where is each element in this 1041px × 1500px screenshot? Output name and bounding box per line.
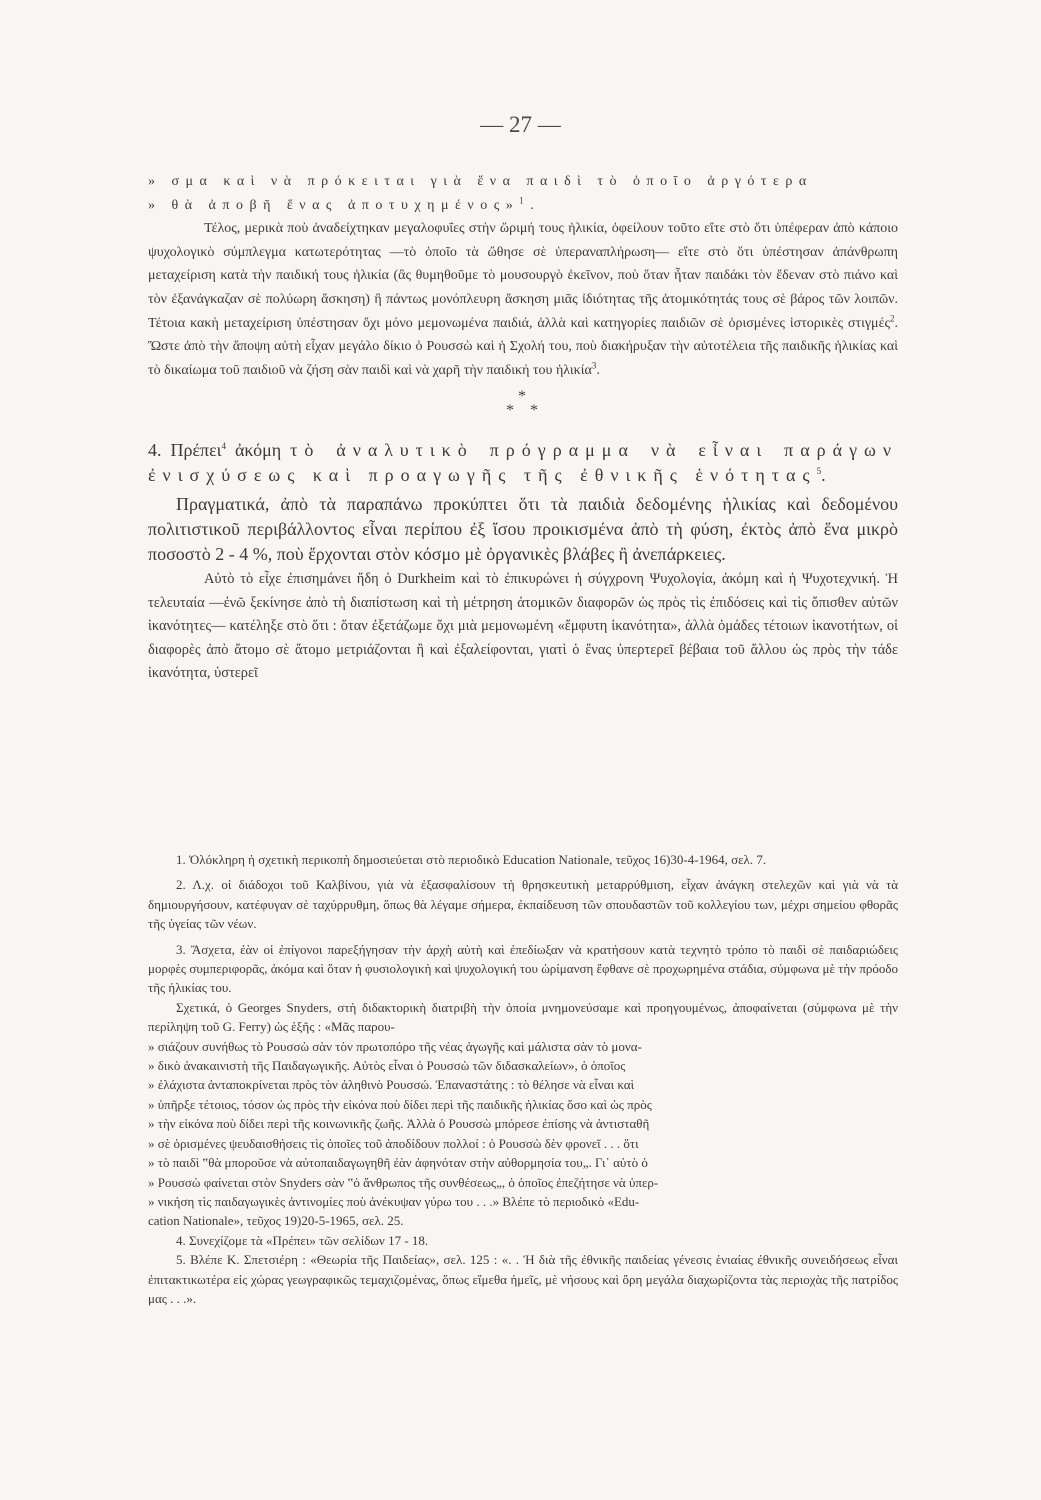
footnote-ref-3: 3: [591, 360, 597, 371]
footnotes: [148, 850, 898, 1308]
footnote-3-quote-line-9: » νικήση τὶς παιδαγωγικὲς ἀντινομίες ποὺ ἀνέκυψαν γύρω του . . .» Βλέπε τὸ περιοδικὸ «Edu-: [148, 1193, 640, 1209]
footnote-3-quote-line-8: » Ρουσσὼ φαίνεται στὸν Snyders σὰν ‟ὁ ἄνθρωπος τῆς συνθέσεως„, ὁ ὁποῖος ἐπεζήτησε νὰ ὑπερ-: [148, 1174, 659, 1190]
quote-line-2-text: » θὰ ἀποβῆ ἕνας ἀποτυχημένος»: [148, 197, 520, 213]
footnote-ref-4: 4: [221, 441, 226, 452]
quote-line-2-end: .: [530, 197, 541, 213]
page-number: — 27 —: [480, 112, 561, 137]
asterism-star-top: *: [518, 388, 526, 406]
paragraph-3-block: [148, 568, 898, 685]
asterism-star-left: *: [506, 402, 514, 420]
footnote-3-continued: Σχετικά, ὁ Georges Snyders, στὴ διδακτορικὴ διατριβὴ τὴν ὁποία μνημονεύσαμε καὶ προηγουμένως, ἀποφαίνεται (σύμφωνα μὲ τὴν περίληψη τοῦ G. Ferry) ὡς ἑξῆς : «Μᾶς παρου-: [148, 999, 898, 1035]
footnote-3-quote-line-4: » ὑπῆρξε τέτοιος, τόσον ὡς πρὸς τὴν εἰκόνα ποὺ δίδει περὶ τῆς παιδικῆς ἡλικίας ὅσο καὶ ὡς πρὸς: [148, 1096, 652, 1112]
upper-text-block: [148, 170, 898, 382]
footnote-2: 2. Λ.χ. οἱ διάδοχοι τοῦ Καλβίνου, γιὰ νὰ ἐξασφαλίσουν τὴ θρησκευτικὴ μεταρρύθμιση, εἶχαν ἀνάγκη στελεχῶν καὶ γιὰ νὰ τὰ δημιουργήσουν, κατέφυγαν σὲ ταχύρρυθμη, ὅπως θὰ λέγαμε σήμερα, ἐκπαίδευση τῶν σπουδαστῶν τοῦ κολλεγίου των, μέχρι σημείου φθορᾶς τῆς ὑγείας τῶν νέων.: [148, 877, 898, 932]
section-4-number: 4. Πρέπει: [148, 440, 222, 461]
section-4-spaced-title: τὸ ἀναλυτικὸ πρόγραμμα νὰ εἶναι παράγων ἐνισχύσεως καὶ προαγωγῆς τῆς ἐθνικῆς ἑνότητας: [148, 440, 899, 486]
footnote-5: 5. Βλέπε Κ. Σπετσιέρη : «Θεωρία τῆς Παιδείας», σελ. 125 : «. . Ἡ διὰ τῆς ἐθνικῆς παιδείας γένεσις ἑνιαίας ἐθνικῆς συνειδήσεως εἶναι ἐπιτακτικωτέρα εἰς χώρας γεωγραφικῶς τεμαχιζομένας, ὅπως εἴμεθα ἡμεῖς, μὲ νήσους καὶ ὄρη μεγάλα διαχωρίζοντα τὰς περιοχὰς τῆς πατρίδος μας . . .».: [148, 1252, 898, 1306]
paragraph-1-part-b: . Ὥστε ἀπὸ τὴν ἄποψη αὐτὴ εἶχαν μεγάλο δίκιο ὁ Ρουσσὼ καὶ ἡ Σχολή του, ποὺ διακήρυξαν τὴν αὐτοτέλεια τῆς παιδικῆς ἡλικίας καὶ τὸ δικαίωμα τοῦ παιδιοῦ νὰ ζήση σὰν παιδὶ καὶ νὰ χαρῆ τὴν παιδική του ἡλικία: [148, 315, 898, 378]
lower-text-block: [148, 438, 898, 566]
footnote-ref-1: 1: [519, 194, 531, 205]
footnote-4: 4. Συνεχίζομε τὰ «Πρέπει» τῶν σελίδων 17 - 18.: [176, 1232, 429, 1248]
section-4-end: .: [821, 465, 826, 486]
footnote-3-quote-line-3: » ἐλάχιστα ἀνταποκρίνεται πρὸς τὸν ἀληθινὸ Ρουσσώ. Ἐπαναστάτης : τὸ θέλησε νὰ εἶναι καὶ: [148, 1077, 635, 1093]
footnote-3-quote-line-2: » δικὸ ἀνακαινιστὴ τῆς Παιδαγωγικῆς. Αὐτὸς εἶναι ὁ Ρουσσὼ τῶν διδασκαλείων», ὁ ὁποῖος: [148, 1058, 626, 1074]
footnote-3-quote-line-6: » σὲ ὁρισμένες ψευδαισθήσεις τὶς ὁποῖες τοῦ ἀποδίδουν πολλοί : ὁ Ρουσσὼ δὲν φρονεῖ . . . ὅτι: [148, 1135, 639, 1151]
footnote-ref-5: 5: [816, 466, 822, 477]
section-4-heading: [148, 438, 898, 488]
paragraph-2: Πραγματικά, ἀπὸ τὰ παραπάνω προκύπτει ὅτι τὰ παιδιὰ δεδομένης ἡλικίας καὶ δεδομένου πολιτιστικοῦ περιβάλλοντος εἶναι περίπου ἐξ ἴσου προικισμένα ἀπὸ τὴ φύση, ἐκτὸς ἀπὸ ἕνα μικρὸ ποσοστὸ 2 - 4 %, ποὺ ἔρχονται στὸν κόσμο μὲ ὀργανικὲς βλάβες ἢ ἀνεπάρκειες.: [148, 493, 898, 564]
section-4-word: ἀκόμη: [226, 440, 291, 461]
footnote-3-quote-line-7: » τὸ παιδὶ ‟θὰ μποροῦσε νὰ αὐτοπαιδαγωγηθῆ ἐὰν ἀφηνόταν στὴν αὐθορμησία του„. Γι᾿ αὐτὸ ὁ: [148, 1155, 648, 1171]
footnote-1: 1. Ὁλόκληρη ἡ σχετικὴ περικοπὴ δημοσιεύεται στὸ περιοδικὸ Education Nationale, τεῦχος 16)30-4-1964, σελ. 7.: [176, 852, 767, 867]
paragraph-1: [148, 217, 898, 382]
footnote-3-quote-line-1: » σιάζουν συνήθως τὸ Ρουσσὼ σὰν τὸν πρωτοπόρο τῆς νέας ἀγωγῆς καὶ μάλιστα σὰν τὸ μονα-: [148, 1038, 642, 1054]
footnote-ref-2: 2: [890, 312, 895, 323]
asterism-star-right: *: [530, 402, 538, 420]
footnote-3: 3. Ἄσχετα, ἐὰν οἱ ἐπίγονοι παρεξήγησαν τὴν ἀρχὴ αὐτὴ καὶ ἐπεδίωξαν νὰ κρατήσουν κατὰ τεχνητὸ τρόπο τὸ παιδὶ σὲ παιδαριώδεις μορφὲς συμπεριφορᾶς, ἀκόμα καὶ ὅταν ἡ φυσιολογικὴ καὶ ψυχολογική του ὡρίμανση ἔφθανε σὲ προχωρημένα στάδια, σύμφωνα μὲ τὴν πρόοδο τῆς ἡλικίας του.: [148, 941, 898, 996]
main-text: [148, 170, 898, 685]
paragraph-1-part-a: Τέλος, μερικὰ ποὺ ἀναδείχτηκαν μεγαλοφυΐες στὴν ὥριμή τους ἡλικία, ὀφείλουν τοῦτο εἴτε στὸ ὅτι ὑπέφεραν ἀπὸ κάποιο ψυχολογικὸ σύμπλεγμα κατωτερότητας —τὸ ὁποῖο τὰ ὤθησε σὲ ὑπεραναπλήρωση— εἴτε στὸ ὅτι ὑπέστησαν ἀπάνθρωπη μεταχείριση κατὰ τὴν παιδική τους ἡλικία (ἂς θυμηθοῦμε τὸ μουσουργὸ ἐκεῖνον, ποὺ ὅταν ἦταν παιδάκι τὸν ἔδεναν στὸ πιάνο καὶ τὸν ἐξανάγκαζαν σὲ πολύωρη ἄσκηση) ἢ πάντως μονόπλευρη ἄσκηση μιᾶς ἰδιότητας τῆς ἀτομικότητάς τους σὲ βάρος τῶν λοιπῶν. Τέτοια κακὴ μεταχείριση ὑπέστησαν ὄχι μόνο μεμονωμένα παιδιά, ἀλλὰ καὶ κατηγορίες παιδιῶν σὲ ὁρισμένες ἱστορικὲς στιγμές: [148, 221, 898, 331]
asterism-divider: [148, 388, 898, 428]
paragraph-3: Αὐτὸ τὸ εἶχε ἐπισημάνει ἤδη ὁ Durkheim καὶ τὸ ἐπικυρώνει ἡ σύγχρονη Ψυχολογία, ἀκόμη καὶ ἡ Ψυχοτεχνική. Ἡ τελευταία —ἐνῶ ξεκίνησε ἀπὸ τὴ διαπίστωση καὶ τὴ μέτρηση ἀτομικῶν διαφορῶν ὡς πρὸς τὶς ἐπιδόσεις καὶ τὶς ὄπισθεν αὐτῶν ἱκανότητες— κατέληξε στὸ ὅτι : ὅταν ἐξετάζωμε ὄχι μιὰ μεμονωμένη «ἔμφυτη ἱκανότητα», ἀλλὰ ὁμάδες τέτοιων ἱκανοτήτων, οἱ διαφορὲς ἀπὸ ἄτομο σὲ ἄτομο μετριάζονται ἢ καὶ ἐξαλείφονται, γιατὶ ὁ ἕνας ὑπερτερεῖ βέβαια τοῦ ἄλλου ὡς πρὸς τὴν τάδε ἱκανότητα, ὑστερεῖ: [148, 571, 898, 681]
quote-line-1: » σμα καὶ νὰ πρόκειται γιὰ ἕνα παιδὶ τὸ ὁποῖο ἀργότερα: [148, 174, 813, 189]
quote-line-2: [148, 194, 898, 218]
footnote-3-quote-line-5: » τὴν εἰκόνα ποὺ δίδει περὶ τῆς κοινωνικῆς ζωῆς. Ἀλλὰ ὁ Ρουσσὼ μπόρεσε ἐπίσης νὰ ἀντισταθῆ: [148, 1116, 650, 1132]
paragraph-1-part-c: .: [596, 362, 600, 378]
footnote-3-last-line: cation Nationale», τεῦχος 19)20-5-1965, σελ. 25.: [148, 1213, 404, 1229]
